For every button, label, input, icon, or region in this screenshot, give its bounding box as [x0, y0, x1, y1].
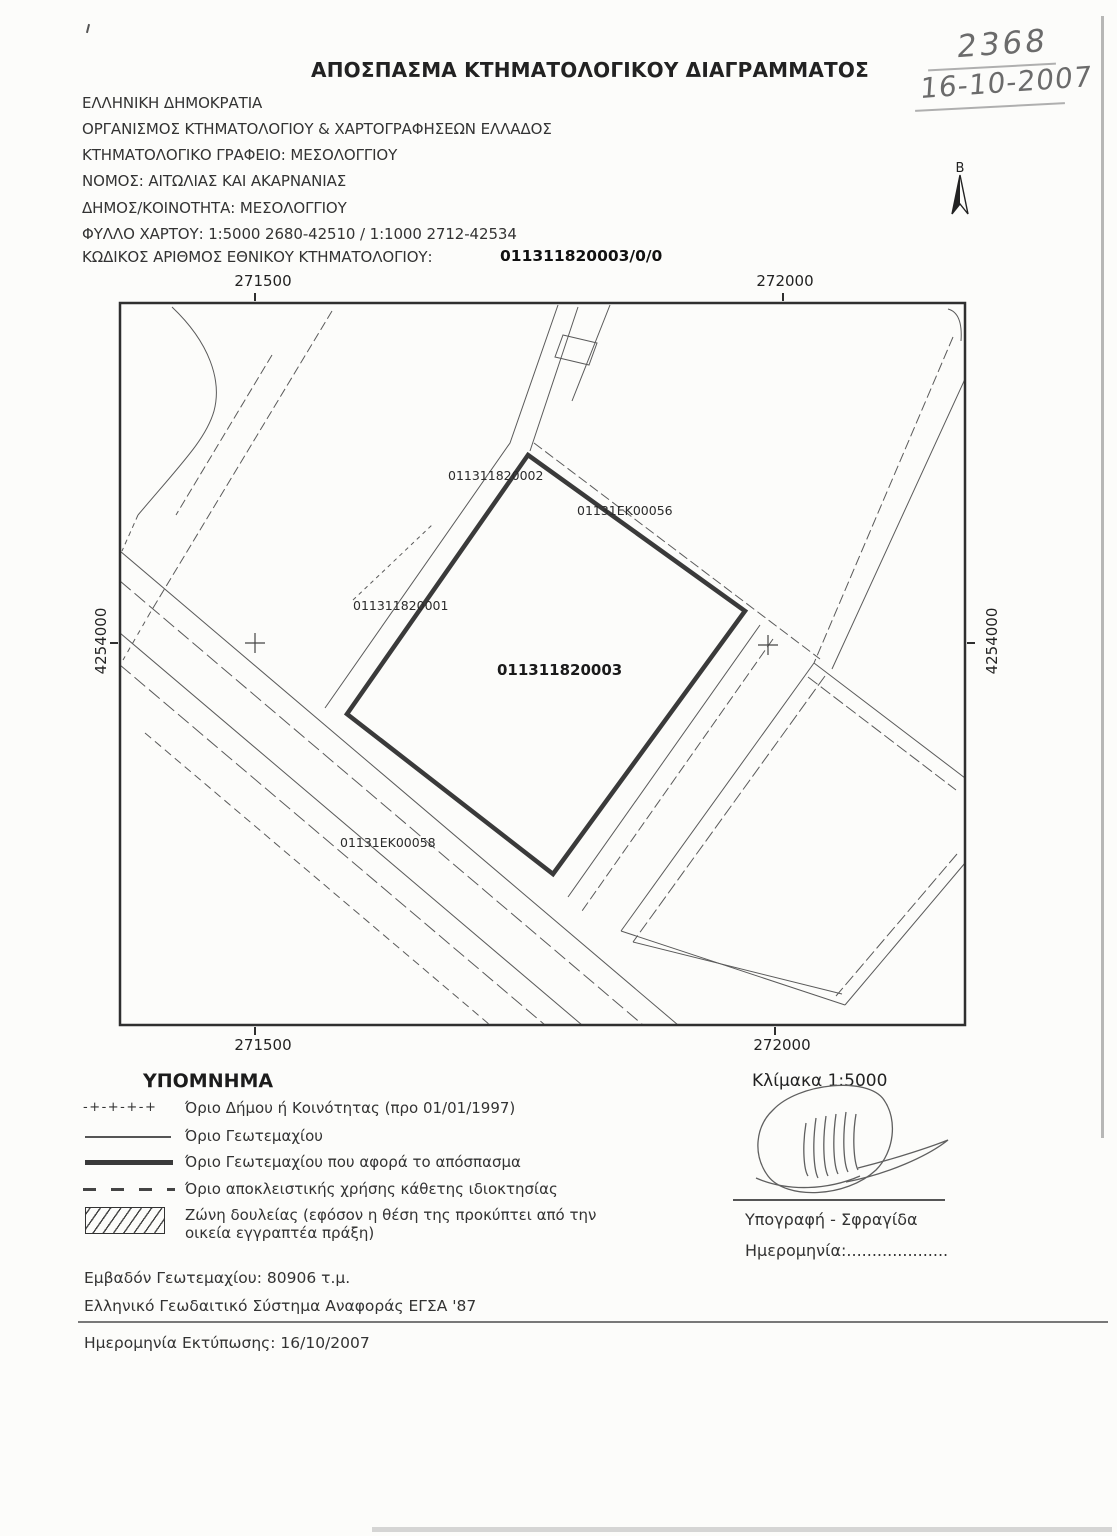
legend-label-exclusive-use-boundary: Όριο αποκλειστικής χρήσης κάθετης ιδιοκτησίας	[185, 1180, 558, 1198]
signature-date-line: Ημερομηνία:....................	[745, 1241, 949, 1260]
legend-symbol-parcel-boundary	[85, 1136, 171, 1138]
footer-separator	[78, 1321, 1108, 1323]
cadastral-map	[108, 291, 977, 1037]
legend-label-municipal-boundary: Όριο Δήμου ή Κοινότητας (προ 01/01/1997)	[185, 1099, 516, 1117]
kaek-code-value: 011311820003/0/0	[500, 247, 663, 265]
handwritten-date: 16-10-2007	[919, 59, 1094, 106]
signature-stroke	[728, 1080, 968, 1208]
header-line-municipality: ΔΗΜΟΣ/ΚΟΙΝΟΤΗΤΑ: ΜΕΣΟΛΟΓΓΙΟΥ	[82, 199, 347, 217]
print-date-text: Ημερομηνία Εκτύπωσης: 16/10/2007	[84, 1334, 370, 1352]
header-line-office: ΚΤΗΜΑΤΟΛΟΓΙΚΟ ΓΡΑΦΕΙΟ: ΜΕΣΟΛΟΓΓΙΟΥ	[82, 146, 398, 164]
legend-symbol-exclusive-use-boundary	[83, 1188, 175, 1191]
header-line-organization: ΟΡΓΑΝΙΣΜΟΣ ΚΤΗΜΑΤΟΛΟΓΙΟΥ & ΧΑΡΤΟΓΡΑΦΗΣΕΩΝ ΕΛΛΑΔΟΣ	[82, 120, 552, 138]
grid-label-top-right: 272000	[756, 272, 814, 290]
legend-heading: ΥΠΟΜΝΗΜΑ	[143, 1070, 274, 1092]
signature-caption: Υπογραφή - Σφραγίδα	[745, 1210, 918, 1229]
parcel-label-01131EK00058: 01131EK00058	[340, 835, 436, 850]
geodetic-datum-text: Ελληνικό Γεωδαιτικό Σύστημα Αναφοράς ΕΓΣΑ '87	[84, 1297, 477, 1315]
legend-label-parcel-boundary: Όριο Γεωτεμαχίου	[185, 1127, 323, 1145]
parcel-label-011311820002: 011311820002	[448, 468, 544, 483]
scan-edge-streak	[1101, 16, 1104, 1138]
header-line-country: ΕΛΛΗΝΙΚΗ ΔΗΜΟΚΡΑΤΙΑ	[82, 94, 263, 112]
boundary-curve	[138, 307, 216, 515]
legend-symbol-municipal-boundary: -+-+-+-+	[83, 1100, 158, 1115]
legend-label-servitude-zone: Ζώνη δουλείας (εφόσον η θέση της προκύπτει από την οικεία εγγραπτέα πράξη)	[185, 1206, 597, 1242]
grid-label-right: 4254000	[983, 607, 1001, 675]
header-line-map-sheet: ΦΥΛΛΟ ΧΑΡΤΟΥ: 1:5000 2680-42510 / 1:1000 2712-42534	[82, 225, 517, 243]
legend-label-extract-parcel-boundary: Όριο Γεωτεμαχίου που αφορά το απόσπασμα	[185, 1153, 521, 1171]
parcel-label-main: 011311820003	[497, 661, 623, 679]
north-arrow-label: Β	[955, 161, 965, 176]
grid-label-bottom-left: 271500	[234, 1036, 292, 1054]
scale-label: Κλίμακα 1:5000	[752, 1071, 888, 1091]
grid-cross-marks	[245, 633, 778, 655]
scan-speck	[86, 24, 90, 33]
scan-bottom-streak	[372, 1527, 1112, 1532]
grid-label-left: 4254000	[92, 607, 110, 675]
document-title: ΑΠΟΣΠΑΣΜΑ ΚΤΗΜΑΤΟΛΟΓΙΚΟΥ ΔΙΑΓΡΑΜΜΑΤΟΣ	[311, 58, 869, 82]
parcel-area-text: Εμβαδόν Γεωτεμαχίου: 80906 τ.μ.	[84, 1269, 351, 1287]
handwritten-protocol-number: 2368	[955, 22, 1050, 66]
parcel-label-01131EK00056: 01131EK00056	[577, 503, 673, 518]
signature-line	[733, 1199, 945, 1201]
legend-symbol-servitude-zone	[85, 1207, 165, 1234]
kaek-code-label: ΚΩΔΙΚΟΣ ΑΡΙΘΜΟΣ ΕΘΝΙΚΟΥ ΚΤΗΜΑΤΟΛΟΓΙΟΥ:	[82, 248, 433, 266]
legend-symbol-extract-parcel-boundary	[85, 1160, 173, 1165]
header-line-prefecture: ΝΟΜΟΣ: ΑΙΤΩΛΙΑΣ ΚΑΙ ΑΚΑΡΝΑΝΙΑΣ	[82, 172, 347, 190]
parcel-label-011311820001: 011311820001	[353, 598, 449, 613]
grid-label-bottom-right: 272000	[753, 1036, 811, 1054]
grid-label-top-left: 271500	[234, 272, 292, 290]
north-arrow	[938, 158, 982, 222]
